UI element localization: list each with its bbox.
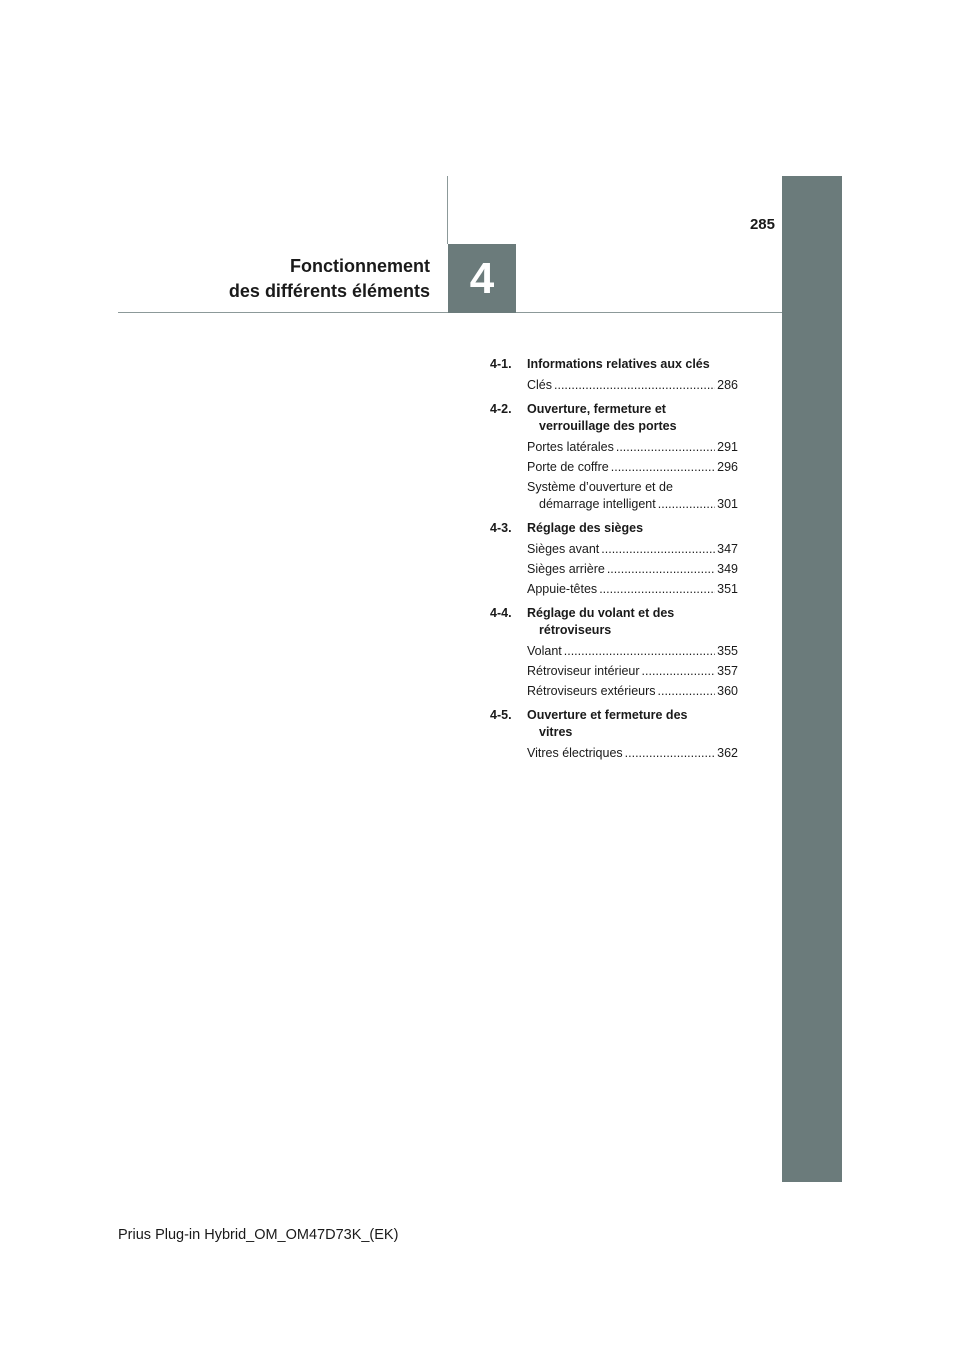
toc-leader-dots — [599, 581, 715, 598]
toc-entry-text: Sièges avant — [527, 542, 600, 556]
toc-section-title — [527, 605, 738, 639]
toc-section-title-line: rétroviseurs — [539, 623, 612, 637]
toc-entry[interactable] — [527, 439, 738, 456]
toc-section-title-line: verrouillage des portes — [539, 419, 677, 433]
toc-leader-dots — [658, 496, 715, 513]
toc-entry-text: Rétroviseurs extérieurs — [527, 684, 656, 698]
header-vertical-rule — [447, 176, 448, 244]
chapter-side-tab — [782, 176, 842, 1182]
toc-entry-row — [527, 643, 738, 660]
toc-entry-row — [527, 496, 738, 513]
toc-section — [490, 356, 738, 394]
toc-section-heading — [490, 401, 738, 435]
footer-document-id: Prius Plug-in Hybrid_OM_OM47D73K_(EK) — [118, 1227, 399, 1243]
toc-entry-row — [527, 561, 738, 578]
toc-entry-row — [527, 663, 738, 680]
toc-section-heading — [490, 520, 738, 537]
toc-entry-row — [527, 439, 738, 456]
toc-entry[interactable] — [527, 459, 738, 476]
toc-entry-text: démarrage intelligent — [539, 497, 656, 511]
toc-entry-page: 286 — [717, 378, 738, 392]
toc-entry-page: 296 — [717, 460, 738, 474]
toc-entry-row — [527, 683, 738, 700]
toc-section-number: 4-4. — [490, 606, 512, 620]
chapter-title-line2: des différents éléments — [228, 281, 430, 301]
toc-entry-page: 349 — [717, 562, 738, 576]
toc-entry-page: 291 — [717, 440, 738, 454]
toc-entry-page: 347 — [717, 542, 738, 556]
toc-entry[interactable] — [527, 561, 738, 578]
toc-section — [490, 520, 738, 598]
toc-entry-page: 355 — [717, 644, 738, 658]
toc-entry-page: 360 — [717, 684, 738, 698]
toc-entry-text: Porte de coffre — [527, 460, 609, 474]
toc-section-title — [527, 707, 738, 741]
toc-entry-text: Sièges arrière — [527, 562, 605, 576]
toc-leader-dots — [616, 439, 715, 456]
toc-entry-text: Système d’ouverture et de — [527, 480, 673, 494]
toc-section-heading — [490, 356, 738, 373]
toc-section-title-line: Informations relatives aux clés — [527, 357, 710, 371]
toc-section-title-line: Ouverture, fermeture et — [527, 402, 666, 416]
toc-entry-page: 362 — [717, 746, 738, 760]
toc-leader-dots — [611, 459, 715, 476]
toc-section-title-line: Réglage des sièges — [527, 521, 644, 535]
toc-section-title-line: vitres — [539, 725, 573, 739]
toc-entry-text: Volant — [527, 644, 562, 658]
toc-leader-dots — [642, 663, 716, 680]
toc-entry[interactable] — [527, 479, 738, 513]
toc-section-number: 4-2. — [490, 402, 512, 416]
toc-entry-text: Vitres électriques — [527, 746, 623, 760]
toc-section-heading — [490, 707, 738, 741]
toc-section-title — [527, 520, 738, 537]
toc-entry[interactable] — [527, 745, 738, 762]
toc-section-number: 4-3. — [490, 521, 512, 535]
toc-section-title — [527, 401, 738, 435]
toc-section — [490, 401, 738, 513]
toc-entry-page: 351 — [717, 582, 738, 596]
toc-entry-row — [527, 745, 738, 762]
toc-section-title-line: Ouverture et fermeture des — [527, 708, 688, 722]
toc-entry-row — [527, 541, 738, 558]
table-of-contents — [490, 356, 738, 769]
toc-section-title-line: Réglage du volant et des — [527, 606, 675, 620]
toc-entry[interactable] — [527, 683, 738, 700]
chapter-number: 4 — [469, 253, 495, 303]
toc-section-heading — [490, 605, 738, 639]
toc-leader-dots — [607, 561, 715, 578]
chapter-title — [229, 254, 430, 304]
toc-entry-row — [527, 459, 738, 476]
toc-section-number: 4-5. — [490, 708, 512, 722]
toc-entry-text: Appuie-têtes — [527, 582, 598, 596]
page-number: 285 — [749, 216, 775, 233]
toc-section-number: 4-1. — [490, 357, 512, 371]
toc-section — [490, 707, 738, 762]
toc-leader-dots — [554, 377, 715, 394]
toc-entry-text: Rétroviseur intérieur — [527, 664, 640, 678]
toc-entry[interactable] — [527, 643, 738, 660]
toc-section — [490, 605, 738, 700]
toc-entry-text: Clés — [527, 378, 553, 392]
toc-section-title — [527, 356, 738, 373]
toc-entry[interactable] — [527, 581, 738, 598]
toc-leader-dots — [564, 643, 715, 660]
toc-leader-dots — [658, 683, 716, 700]
chapter-title-line1: Fonctionnement — [290, 256, 430, 276]
toc-entry-row — [527, 581, 738, 598]
toc-entry-page: 301 — [717, 497, 738, 511]
toc-entry-text: Portes latérales — [527, 440, 614, 454]
toc-entry[interactable] — [527, 377, 738, 394]
toc-leader-dots — [601, 541, 715, 558]
toc-entry-page: 357 — [717, 664, 738, 678]
toc-leader-dots — [625, 745, 715, 762]
toc-entry[interactable] — [527, 541, 738, 558]
toc-entry[interactable] — [527, 663, 738, 680]
toc-entry-row — [527, 377, 738, 394]
chapter-number-box — [448, 244, 516, 313]
